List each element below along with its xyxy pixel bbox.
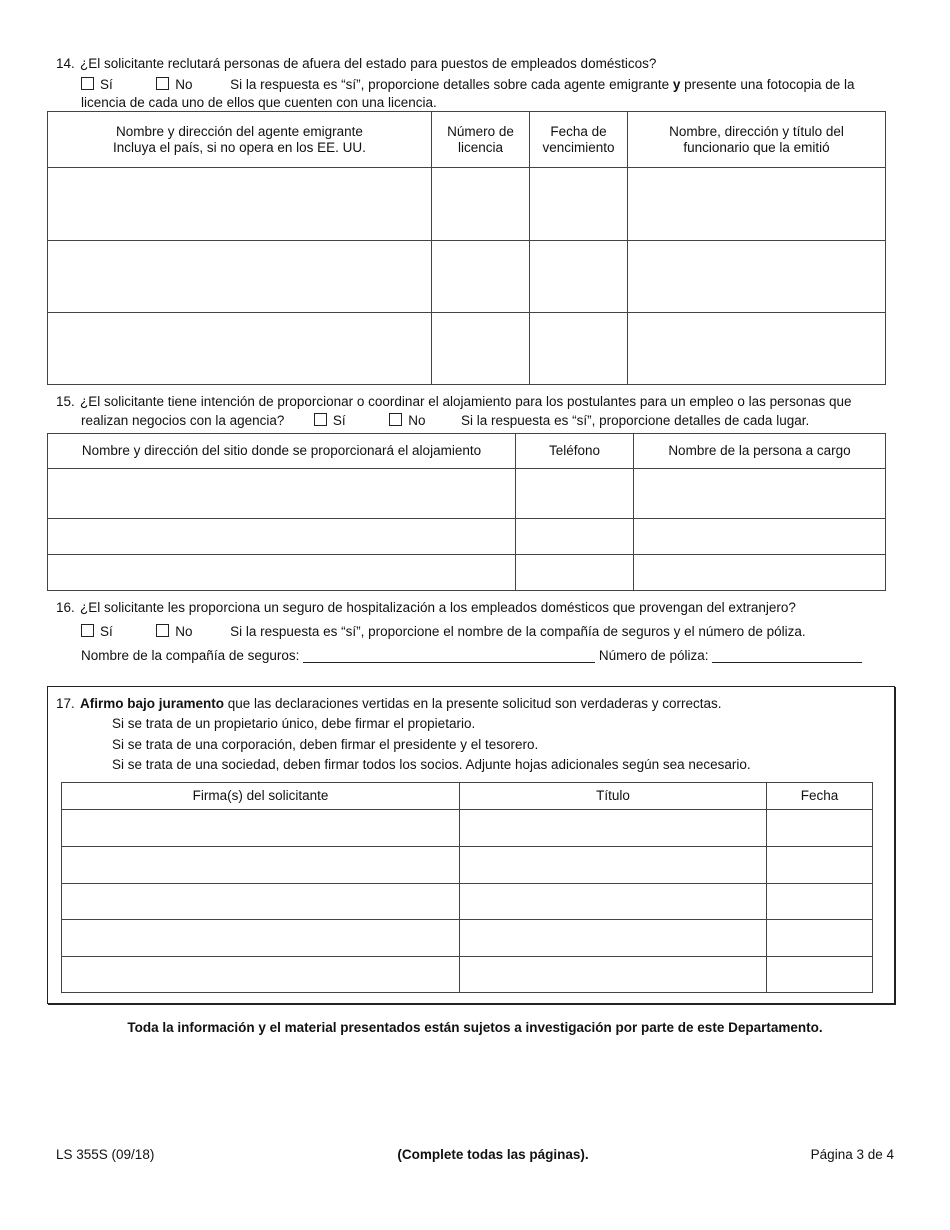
phone-cell[interactable] (516, 519, 634, 555)
header-person-in-charge: Nombre de la persona a cargo (634, 434, 886, 469)
q16-yes-checkbox[interactable] (81, 624, 94, 637)
q16-fields (81, 648, 862, 663)
phone-cell[interactable] (516, 555, 634, 591)
q14-options (81, 77, 855, 92)
q17-signatures-table (61, 782, 873, 993)
table-row (48, 313, 886, 385)
header-title: Título (460, 783, 767, 810)
title-cell[interactable] (460, 957, 767, 993)
policy-label: Número de póliza: (598, 648, 709, 663)
page-number: Página 3 de 4 (810, 1147, 894, 1162)
q14-yes-checkbox[interactable] (81, 77, 94, 90)
q17-number: 17. (56, 696, 75, 711)
q14-number: 14. (56, 56, 75, 71)
q15-number: 15. (56, 394, 75, 409)
q15-lodging-table (47, 433, 886, 591)
lodging-site-cell[interactable] (48, 555, 516, 591)
table-row (48, 241, 886, 313)
table-row (62, 920, 873, 957)
title-cell[interactable] (460, 847, 767, 884)
q14-instruction-line2: licencia de cada uno de ellos que cuenten con una licencia. (81, 95, 437, 110)
person-cell[interactable] (634, 519, 886, 555)
q14-question: 14. ¿El solicitante reclutará personas de afuera del estado para puestos de empleados domésticos? (56, 56, 657, 71)
q14-yes-label: Sí (100, 77, 113, 92)
table-row (48, 555, 886, 591)
agent-name-cell[interactable] (48, 168, 432, 241)
q14-agents-table (47, 111, 886, 385)
q15-options: realizan negocios con la agencia? Sí No Si la respuesta es “sí”, proporcione detalles de cada lugar. (81, 413, 810, 428)
official-cell[interactable] (628, 241, 886, 313)
q15-no-checkbox[interactable] (389, 413, 402, 426)
header-agent-name: Nombre y dirección del agente emigrante Incluya el país, si no opera en los EE. UU. (48, 112, 432, 168)
date-cell[interactable] (767, 847, 873, 884)
q15-no-label: No (408, 413, 426, 428)
expiration-cell[interactable] (530, 168, 628, 241)
q16-question: 16. ¿El solicitante les proporciona un seguro de hospitalización a los empleados domésticos que provengan del extranjero? (56, 600, 796, 615)
date-cell[interactable] (767, 957, 873, 993)
expiration-cell[interactable] (530, 241, 628, 313)
q16-no-checkbox[interactable] (156, 624, 169, 637)
license-number-cell[interactable] (432, 241, 530, 313)
agent-name-cell[interactable] (48, 313, 432, 385)
q16-number: 16. (56, 600, 75, 615)
q15-yes-label: Sí (332, 413, 346, 428)
q15-instruction: Si la respuesta es “sí”, proporcione detalles de cada lugar. (461, 413, 810, 428)
q16-options (81, 624, 806, 639)
table-row (48, 469, 886, 519)
q17-partnership-note: Si se trata de una sociedad, deben firmar todos los socios. Adjunte hojas adicionales según sea necesario. (112, 757, 751, 772)
license-number-cell[interactable] (432, 168, 530, 241)
date-cell[interactable] (767, 884, 873, 920)
lodging-site-cell[interactable] (48, 469, 516, 519)
policy-number-field[interactable] (712, 648, 862, 663)
title-cell[interactable] (460, 884, 767, 920)
q17-corporation-note: Si se trata de una corporación, deben firmar el presidente y el tesorero. (112, 737, 539, 752)
table-row (62, 810, 873, 847)
q14-no-checkbox[interactable] (156, 77, 169, 90)
license-number-cell[interactable] (432, 313, 530, 385)
form-id: LS 355S (09/18) (56, 1147, 155, 1162)
header-phone: Teléfono (516, 434, 634, 469)
header-license-number: Número de licencia (432, 112, 530, 168)
signature-cell[interactable] (62, 884, 460, 920)
phone-cell[interactable] (516, 469, 634, 519)
title-cell[interactable] (460, 920, 767, 957)
header-issuing-official: Nombre, dirección y título del funcionario que la emitió (628, 112, 886, 168)
q15-question: 15. ¿El solicitante tiene intención de proporcionar o coordinar el alojamiento para los postulantes para un empleo o las personas que (56, 394, 852, 409)
date-cell[interactable] (767, 810, 873, 847)
table-row (48, 168, 886, 241)
q14-instruction: Si la respuesta es “sí”, proporcione detalles sobre cada agente emigrante y presente una fotocopia de la (230, 77, 855, 92)
company-name-field[interactable] (303, 648, 595, 663)
q17-oath: 17. Afirmo bajo juramento que las declaraciones vertidas en la presente solicitud son verdaderas y correctas. (56, 696, 722, 711)
signature-cell[interactable] (62, 810, 460, 847)
person-cell[interactable] (634, 555, 886, 591)
agent-name-cell[interactable] (48, 241, 432, 313)
title-cell[interactable] (460, 810, 767, 847)
signature-cell[interactable] (62, 957, 460, 993)
q17-sole-proprietor-note: Si se trata de un propietario único, debe firmar el propietario. (112, 716, 476, 731)
person-cell[interactable] (634, 469, 886, 519)
table-header-row (62, 783, 873, 810)
official-cell[interactable] (628, 313, 886, 385)
table-row (48, 519, 886, 555)
investigation-notice: Toda la información y el material presentados están sujetos a investigación por parte de este Departamento. (127, 1020, 823, 1035)
q16-yes-label: Sí (100, 624, 113, 639)
table-header-row (48, 434, 886, 469)
table-header-row (48, 112, 886, 168)
header-date: Fecha (767, 783, 873, 810)
q15-yes-checkbox[interactable] (314, 413, 327, 426)
header-lodging-site: Nombre y dirección del sitio donde se proporcionará el alojamiento (48, 434, 516, 469)
table-row (62, 884, 873, 920)
lodging-site-cell[interactable] (48, 519, 516, 555)
footer-instruction: (Complete todas las páginas). (397, 1147, 589, 1162)
q16-instruction: Si la respuesta es “sí”, proporcione el nombre de la compañía de seguros y el número de póliza. (230, 624, 806, 639)
date-cell[interactable] (767, 920, 873, 957)
expiration-cell[interactable] (530, 313, 628, 385)
table-row (62, 847, 873, 884)
signature-cell[interactable] (62, 920, 460, 957)
q14-no-label: No (175, 77, 193, 92)
header-expiration-date: Fecha de vencimiento (530, 112, 628, 168)
official-cell[interactable] (628, 168, 886, 241)
header-signature: Firma(s) del solicitante (62, 783, 460, 810)
company-label: Nombre de la compañía de seguros: (81, 648, 300, 663)
signature-cell[interactable] (62, 847, 460, 884)
table-row (62, 957, 873, 993)
q16-no-label: No (175, 624, 193, 639)
